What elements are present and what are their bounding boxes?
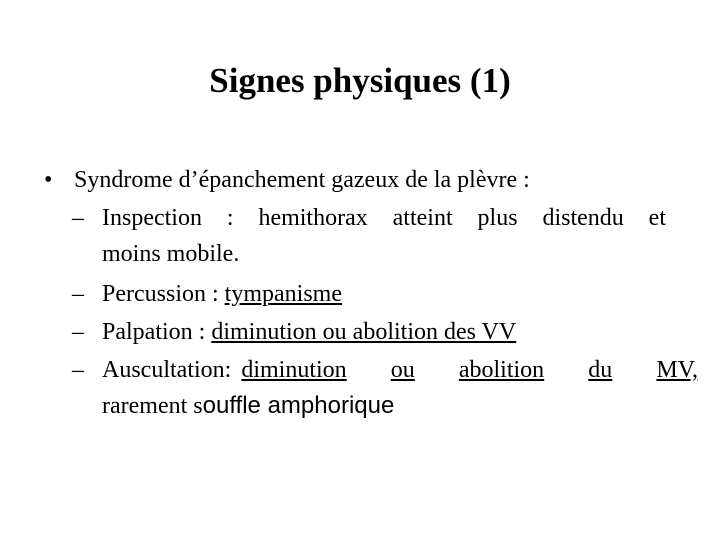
auscultation-word: ou <box>390 357 415 383</box>
auscultation-label: Auscultation: <box>102 357 232 383</box>
dash-marker: – <box>72 319 84 345</box>
inspection-line-1: Inspection : hemithorax atteint plus distendu et <box>102 205 666 231</box>
auscultation-word: MV, <box>656 357 698 383</box>
inspection-line-2: moins mobile. <box>102 241 240 267</box>
slide-title: Signes physiques (1) <box>209 61 511 100</box>
dash-marker: – <box>72 357 84 383</box>
main-bullet <box>44 162 530 198</box>
sub-item-percussion <box>72 276 342 312</box>
dash-marker: – <box>72 205 84 231</box>
bullet-text: Syndrome d’épanchement gazeux de la plèvre : <box>74 167 530 193</box>
percussion-label: Percussion : <box>102 281 225 307</box>
dash-marker: – <box>72 281 84 307</box>
auscultation-rarement: rarement s <box>102 393 203 419</box>
auscultation-line-2 <box>102 388 698 424</box>
auscultation-finding <box>241 352 698 388</box>
sub-item-auscultation <box>72 352 698 424</box>
sub-item-palpation <box>72 314 516 350</box>
auscultation-word: du <box>588 357 613 383</box>
auscultation-word: diminution <box>241 357 347 383</box>
auscultation-souffle: ouffle amphorique <box>202 392 395 419</box>
percussion-finding: tympanisme <box>224 281 342 307</box>
sub-item-inspection <box>72 200 698 272</box>
auscultation-word: abolition <box>458 357 545 383</box>
bullet-marker: • <box>44 167 53 193</box>
palpation-label: Palpation : <box>102 319 212 345</box>
palpation-finding: diminution ou abolition des VV <box>211 319 517 345</box>
